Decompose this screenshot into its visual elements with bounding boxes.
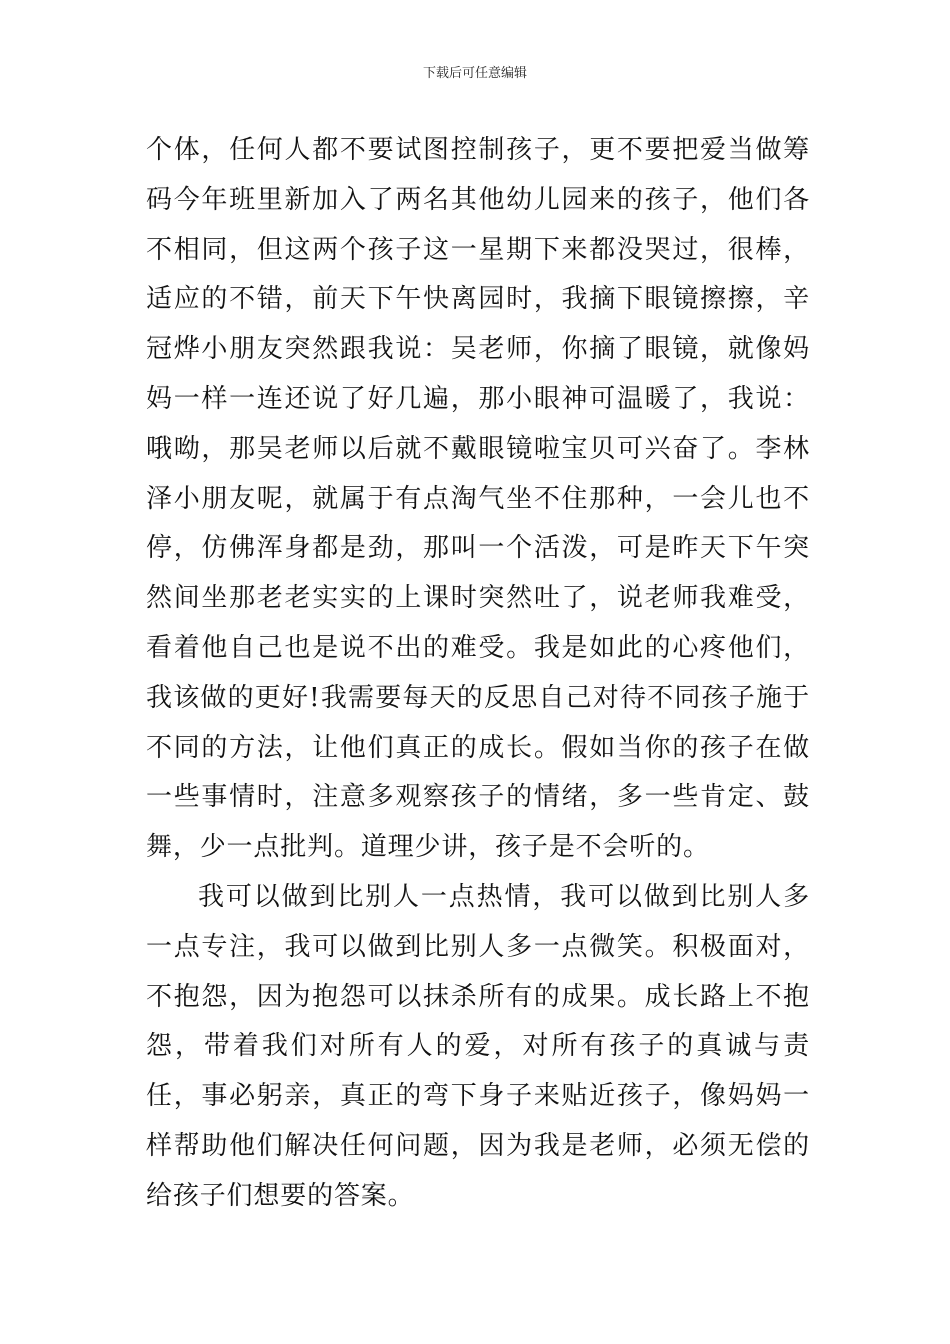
paragraph-2: 我可以做到比别人一点热情，我可以做到比别人多一点专注，我可以做到比别人多一点微笑。积极面对，不抱怨，因为抱怨可以抹杀所有的成果。成长路上不抱怨，带着我们对所有人的爱，对所有孩子的真诚与责任，事必躬亲，真正的弯下身子来贴近孩子，像妈妈一样帮助他们解决任何问题，因为我是老师，必须无偿的给孩子们想要的答案。 bbox=[146, 881, 810, 1211]
document-body bbox=[146, 126, 810, 1222]
page-header-note: 下载后可任意编辑 bbox=[422, 66, 527, 81]
paragraph-1: 个体，任何人都不要试图控制孩子，更不要把爱当做筹码今年班里新加入了两名其他幼儿园来的孩子，他们各不相同，但这两个孩子这一星期下来都没哭过，很棒，适应的不错，前天下午快离园时，我摘下眼镜擦擦，辛冠烨小朋友突然跟我说：吴老师，你摘了眼镜，就像妈妈一样一连还说了好几遍，那小眼神可温暖了，我说：哦呦，那吴老师以后就不戴眼镜啦宝贝可兴奋了。李林泽小朋友呢，就属于有点淘气坐不住那种，一会儿也不停，仿佛浑身都是劲，那叫一个活泼，可是昨天下午突然间坐那老老实实的上课时突然吐了，说老师我难受，看着他自己也是说不出的难受。我是如此的心疼他们，我该做的更好!我需要每天的反思自己对待不同孩子施于不同的方法，让他们真正的成长。假如当你的孩子在做一些事情时，注意多观察孩子的情绪，多一些肯定、鼓舞，少一点批判。道理少讲，孩子是不会听的。 bbox=[146, 135, 810, 863]
